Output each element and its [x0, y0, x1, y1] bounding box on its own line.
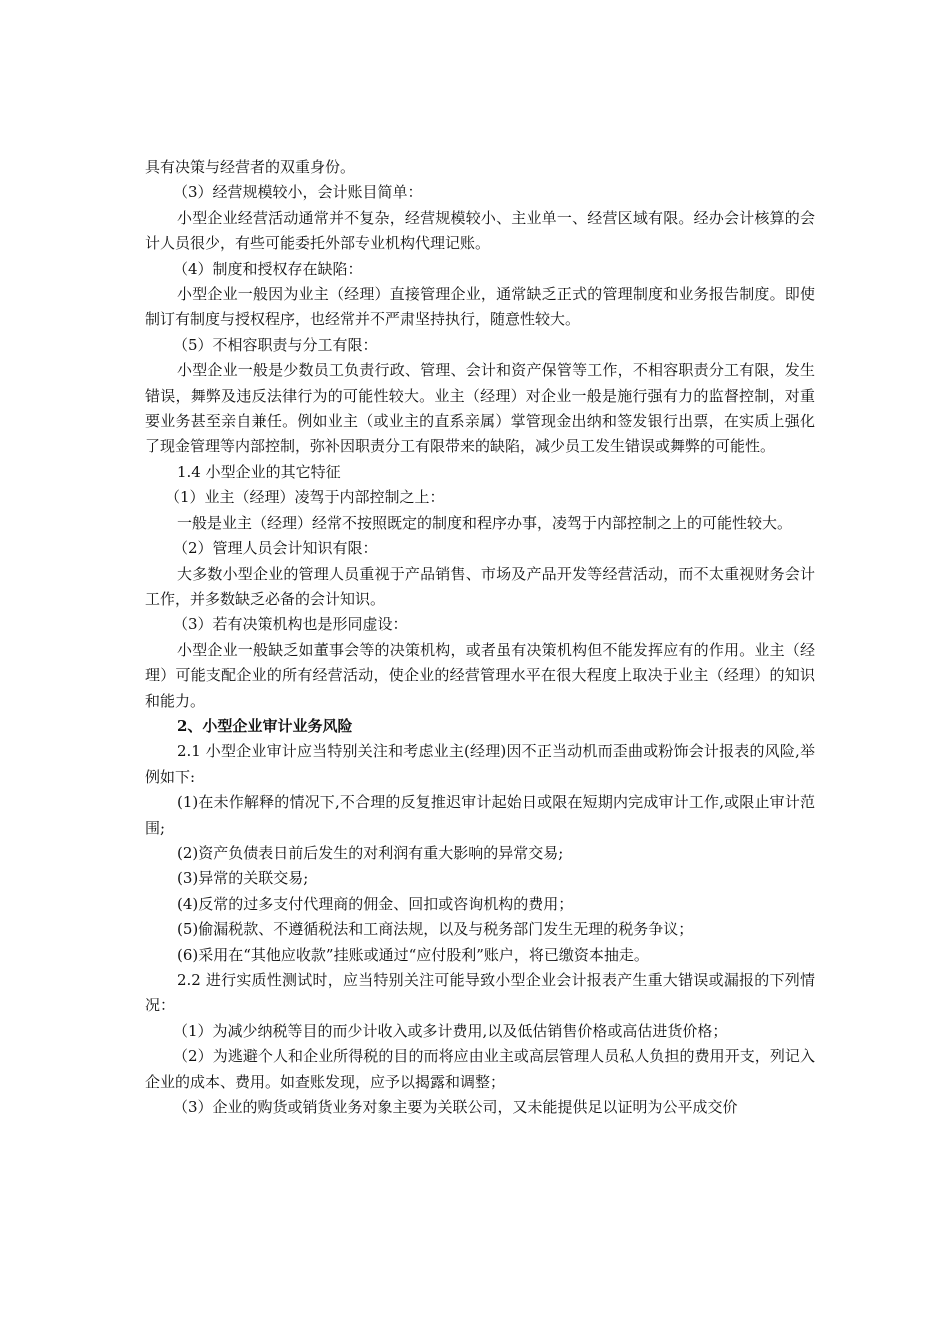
paragraph-p17: (1)在未作解释的情况下,不合理的反复推迟审计起始日或限在短期内完成审计工作,或限止审计范围; — [145, 793, 815, 837]
paragraph-p05: 小型企业一般因为业主（经理）直接管理企业，通常缺乏正式的管理制度和业务报告制度。即使制订有制度与授权程序，也经常并不严肃坚持执行，随意性较大。 — [145, 285, 815, 329]
paragraph-p09: （1）业主（经理）凌驾于内部控制之上： — [165, 488, 445, 507]
paragraph-p02: （3）经营规模较小，会计账目简单： — [173, 183, 423, 202]
paragraph-p10: 一般是业主（经理）经常不按照既定的制度和程序办事，凌驾于内部控制之上的可能性较大。 — [177, 513, 793, 532]
paragraph-p21: (5)偷漏税款、不遵循税法和工商法规，以及与税务部门发生无理的税务争议； — [177, 920, 694, 939]
paragraph-p12: 大多数小型企业的管理人员重视于产品销售、市场及产品开发等经营活动，而不太重视财务会计工作，并多数缺乏必备的会计知识。 — [145, 564, 815, 608]
paragraph-p22: (6)采用在“其他应收款”挂账或通过“应付股利”账户，将已缴资本抽走。 — [177, 945, 649, 964]
paragraph-p16: 2.1 小型企业审计应当特别关注和考虑业主(经理)因不正当动机而歪曲或粉饰会计报表的风险,举例如下: — [145, 742, 815, 786]
paragraph-p19: (3)异常的关联交易; — [177, 869, 309, 888]
paragraph-p20: (4)反常的过多支付代理商的佣金、回扣或咨询机构的费用； — [177, 894, 574, 913]
paragraph-p26: （3）企业的购货或销货业务对象主要为关联公司，又未能提供足以证明为公平成交价 — [173, 1098, 738, 1117]
paragraph-p25: （2）为逃避个人和企业所得税的目的而将应由业主或高层管理人员私人负担的费用开支，列记入企业的成本、费用。如查账发现，应予以揭露和调整； — [145, 1047, 815, 1091]
paragraph-p24: （1）为减少纳税等目的而少计收入或多计费用,以及低估销售价格或高估进货价格； — [173, 1021, 728, 1040]
paragraph-p13: （3）若有决策机构也是形同虚设： — [173, 615, 408, 634]
paragraph-p18: (2)资产负债表日前后发生的对利润有重大影响的异常交易; — [177, 843, 564, 862]
paragraph-p11: （2）管理人员会计知识有限： — [173, 539, 378, 558]
paragraph-p23: 2.2 进行实质性测试时，应当特别关注可能导致小型企业会计报表产生重大错误或漏报的下列情况： — [145, 971, 815, 1015]
paragraph-p07: 小型企业一般是少数员工负责行政、管理、会计和资产保管等工作，不相容职责分工有限，发生错误，舞弊及违反法律行为的可能性较大。业主（经理）对企业一般是施行强有力的监督控制，对重要业务甚至亲自兼任。例如业主（或业主的直系亲属）掌管现金出纳和签发银行出票，在实质上强化了现金管理等内部控制，弥补因职责分工有限带来的缺陷，减少员工发生错误或舞弊的可能性。 — [145, 361, 815, 456]
paragraph-p08: 1.4 小型企业的其它特征 — [177, 462, 341, 481]
paragraph-p15: 2、小型企业审计业务风险 — [177, 716, 353, 735]
paragraph-p14: 小型企业一般缺乏如董事会等的决策机构，或者虽有决策机构但不能发挥应有的作用。业主（经理）可能支配企业的所有经营活动，使企业的经营管理水平在很大程度上取决于业主（经理）的知识和能力。 — [145, 640, 815, 710]
paragraph-p04: （4）制度和授权存在缺陷： — [173, 259, 363, 278]
paragraph-p03: 小型企业经营活动通常并不复杂，经营规模较小、主业单一、经营区域有限。经办会计核算的会计人员很少，有些可能委托外部专业机构代理记账。 — [145, 208, 815, 253]
paragraph-p06: （5）不相容职责与分工有限： — [173, 335, 378, 354]
document-page — [145, 155, 815, 1120]
paragraph-p01: 具有决策与经营者的双重身份。 — [145, 158, 356, 176]
